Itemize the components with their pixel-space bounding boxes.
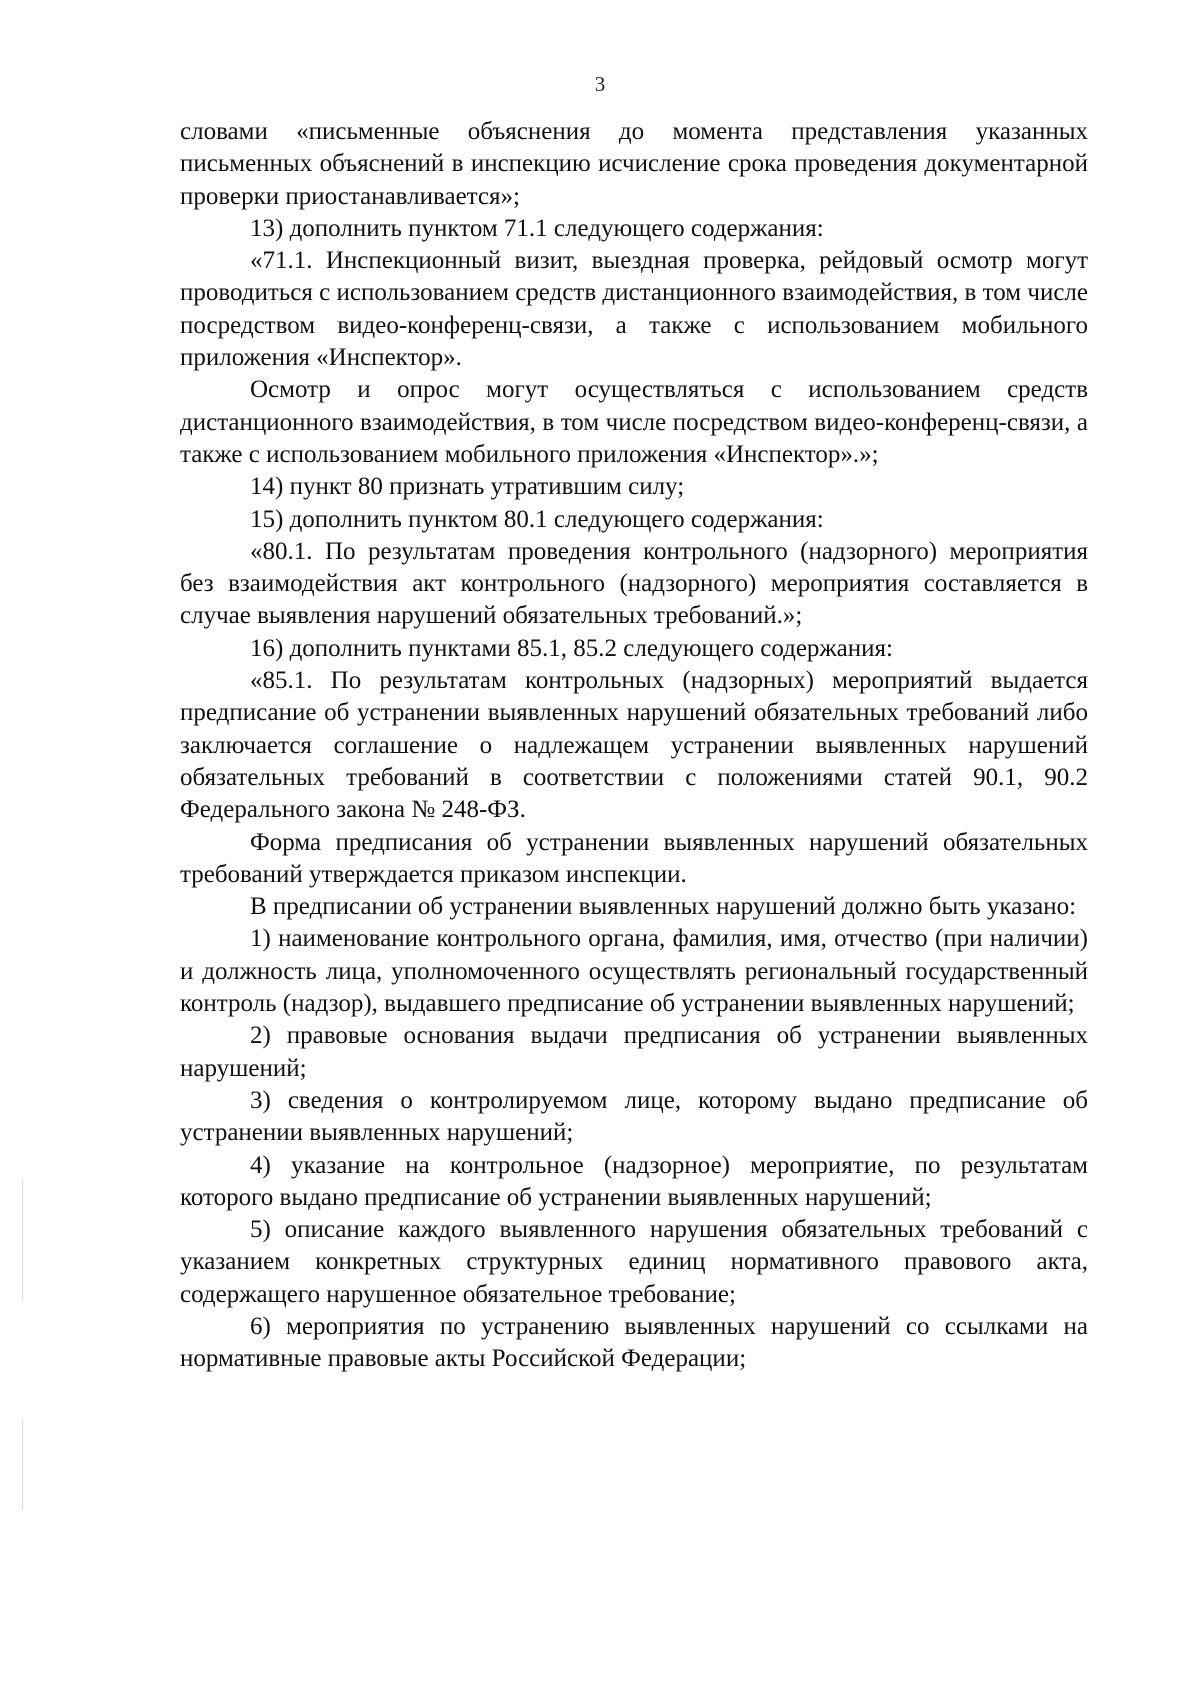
paragraph: В предписании об устранении выявленных нарушений должно быть указано:: [250, 893, 1077, 921]
paragraph: «80.1. По результатам проведения контрольного (надзорного) мероприятия без взаимодействия акт контрольного (надзорного) мероприятия составляется в случае выявления нарушений обязательных требований.»;: [180, 537, 1088, 630]
paragraph: «71.1. Инспекционный визит, выездная проверка, рейдовый осмотр могут проводиться с использованием средств дистанционного взаимодействия, в том числе посредством видео-конференц-связи, а также с использованием мобильного приложения «Инспектор».: [180, 247, 1088, 372]
paragraph: 6) мероприятия по устранению выявленных нарушений со ссылками на нормативные правовые акты Российской Федерации;: [180, 1312, 1088, 1373]
paragraph: 5) описание каждого выявленного нарушения обязательных требований с указанием конкретных структурных единиц нормативного правового акта, содержащего нарушенное обязательное требование;: [180, 1216, 1088, 1308]
paragraph: Осмотр и опрос могут осуществляться с использованием средств дистанционного взаимодействия, в том числе посредством видео-конференц-связи, а также с использованием мобильного приложения «Инспектор».»;: [180, 376, 1088, 468]
paragraph: 4) указание на контрольное (надзорное) мероприятие, по результатам которого выдано предписание об устранении выявленных нарушений;: [180, 1151, 1088, 1211]
scan-edge-mark: [22, 1180, 23, 1300]
paragraph: 16) дополнить пунктами 85.1, 85.2 следующего содержания:: [250, 634, 893, 662]
scan-edge-mark: [22, 1420, 23, 1510]
paragraph: Форма предписания об устранении выявленных нарушений обязательных требований утверждается приказом инспекции.: [180, 828, 1088, 888]
paragraph: 1) наименование контрольного органа, фамилия, имя, отчество (при наличии) и должность лица, уполномоченного осуществлять региональный государственный контроль (надзор), выдавшего предписание об устранении выявленных нарушений;: [180, 925, 1088, 1018]
paragraph: 3) сведения о контролируемом лице, которому выдано предписание об устранении выявленных нарушений;: [180, 1086, 1088, 1147]
page-number: 3: [594, 72, 606, 96]
paragraph: словами «письменные объяснения до момента представления указанных письменных объяснений в инспекцию исчисление срока проведения документарной проверки приостанавливается»;: [180, 118, 1088, 210]
document-body: [180, 116, 1088, 1376]
paragraph: 14) пункт 80 признать утратившим силу;: [250, 473, 685, 501]
paragraph: 15) дополнить пунктом 80.1 следующего содержания:: [250, 505, 824, 533]
paragraph: «85.1. По результатам контрольных (надзорных) мероприятий выдается предписание об устранении выявленных нарушений обязательных требований либо заключается соглашение о надлежащем устранении выявленных нарушений обязательных требований в соответствии с положениями статей 90.1, 90.2 Федерального закона № 248-ФЗ.: [180, 667, 1088, 824]
paragraph: 13) дополнить пунктом 71.1 следующего содержания:: [250, 214, 824, 242]
paragraph: 2) правовые основания выдачи предписания об устранении выявленных нарушений;: [180, 1022, 1088, 1082]
